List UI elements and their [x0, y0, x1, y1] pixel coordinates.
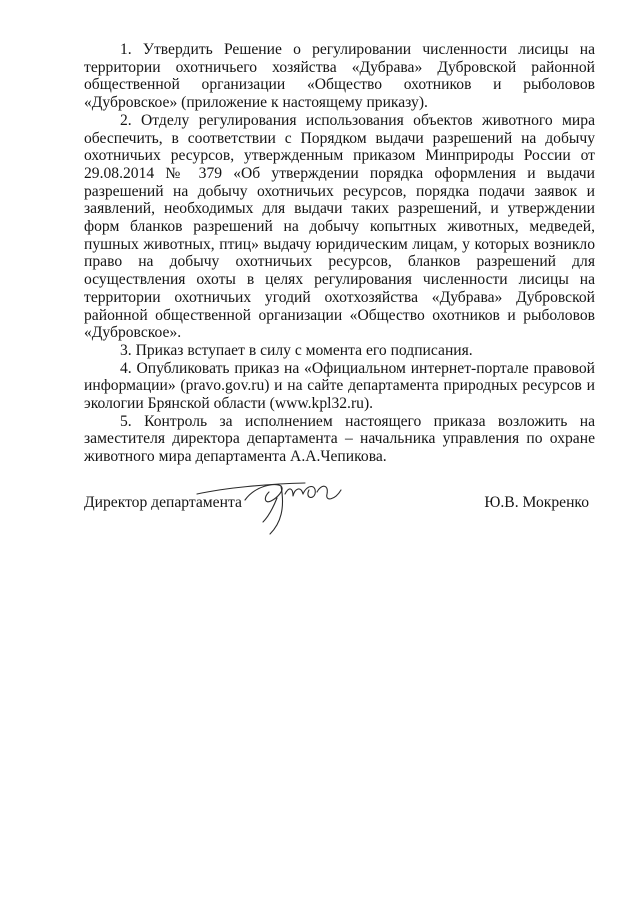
paragraph-5: 5. Контроль за исполнением настоящего приказа возложить на заместителя директора департамента – начальника управления по охране животного мира департамента А.А.Чепикова. [84, 412, 595, 466]
signature-block [84, 493, 595, 517]
paragraph-3: 3. Приказ вступает в силу с момента его подписания. [120, 341, 473, 359]
signatory-position: Директор департамента [84, 494, 242, 511]
document-body [84, 41, 595, 466]
paragraph-4: 4. Опубликовать приказ на «Официальном интернет-портале правовой информации» (pravo.gov.ru) и на сайте департамента природных ресурсов и экологии Брянской области (www.kpl32.ru). [84, 359, 595, 413]
paragraph-2: 2. Отделу регулирования использования объектов животного мира обеспечить, в соответствии с Порядком выдачи разрешений на добычу охотничьих ресурсов, утвержденным приказом Минприроды России от 29.08.2014 № 379 «Об утверждении порядка оформления и выдачи разрешений на добычу охотничьих ресурсов, порядка подачи заявок и заявлений, необходимых для выдачи таких разрешений, и утверждении форм бланков разрешений на добычу копытных животных, медведей, пушных животных, птиц» выдачу юридическим лицам, у которых возникло право на добычу охотничьих ресурсов, бланков разрешений для осуществления охоты в целях регулирования численности лисицы на территории охотничьих угодий охотхозяйства «Дубрава» Дубровской районной общественной организации «Общество охотников и рыболовов «Дубровское». [84, 111, 595, 342]
paragraph-1: 1. Утвердить Решение о регулировании численности лисицы на территории охотничьего хозяйства «Дубрава» Дубровской районной общественной организации «Общество охотников и рыболовов «Дубровское» (приложение к настоящему приказу). [84, 41, 595, 112]
signatory-name: Ю.В. Мокренко [484, 494, 589, 511]
